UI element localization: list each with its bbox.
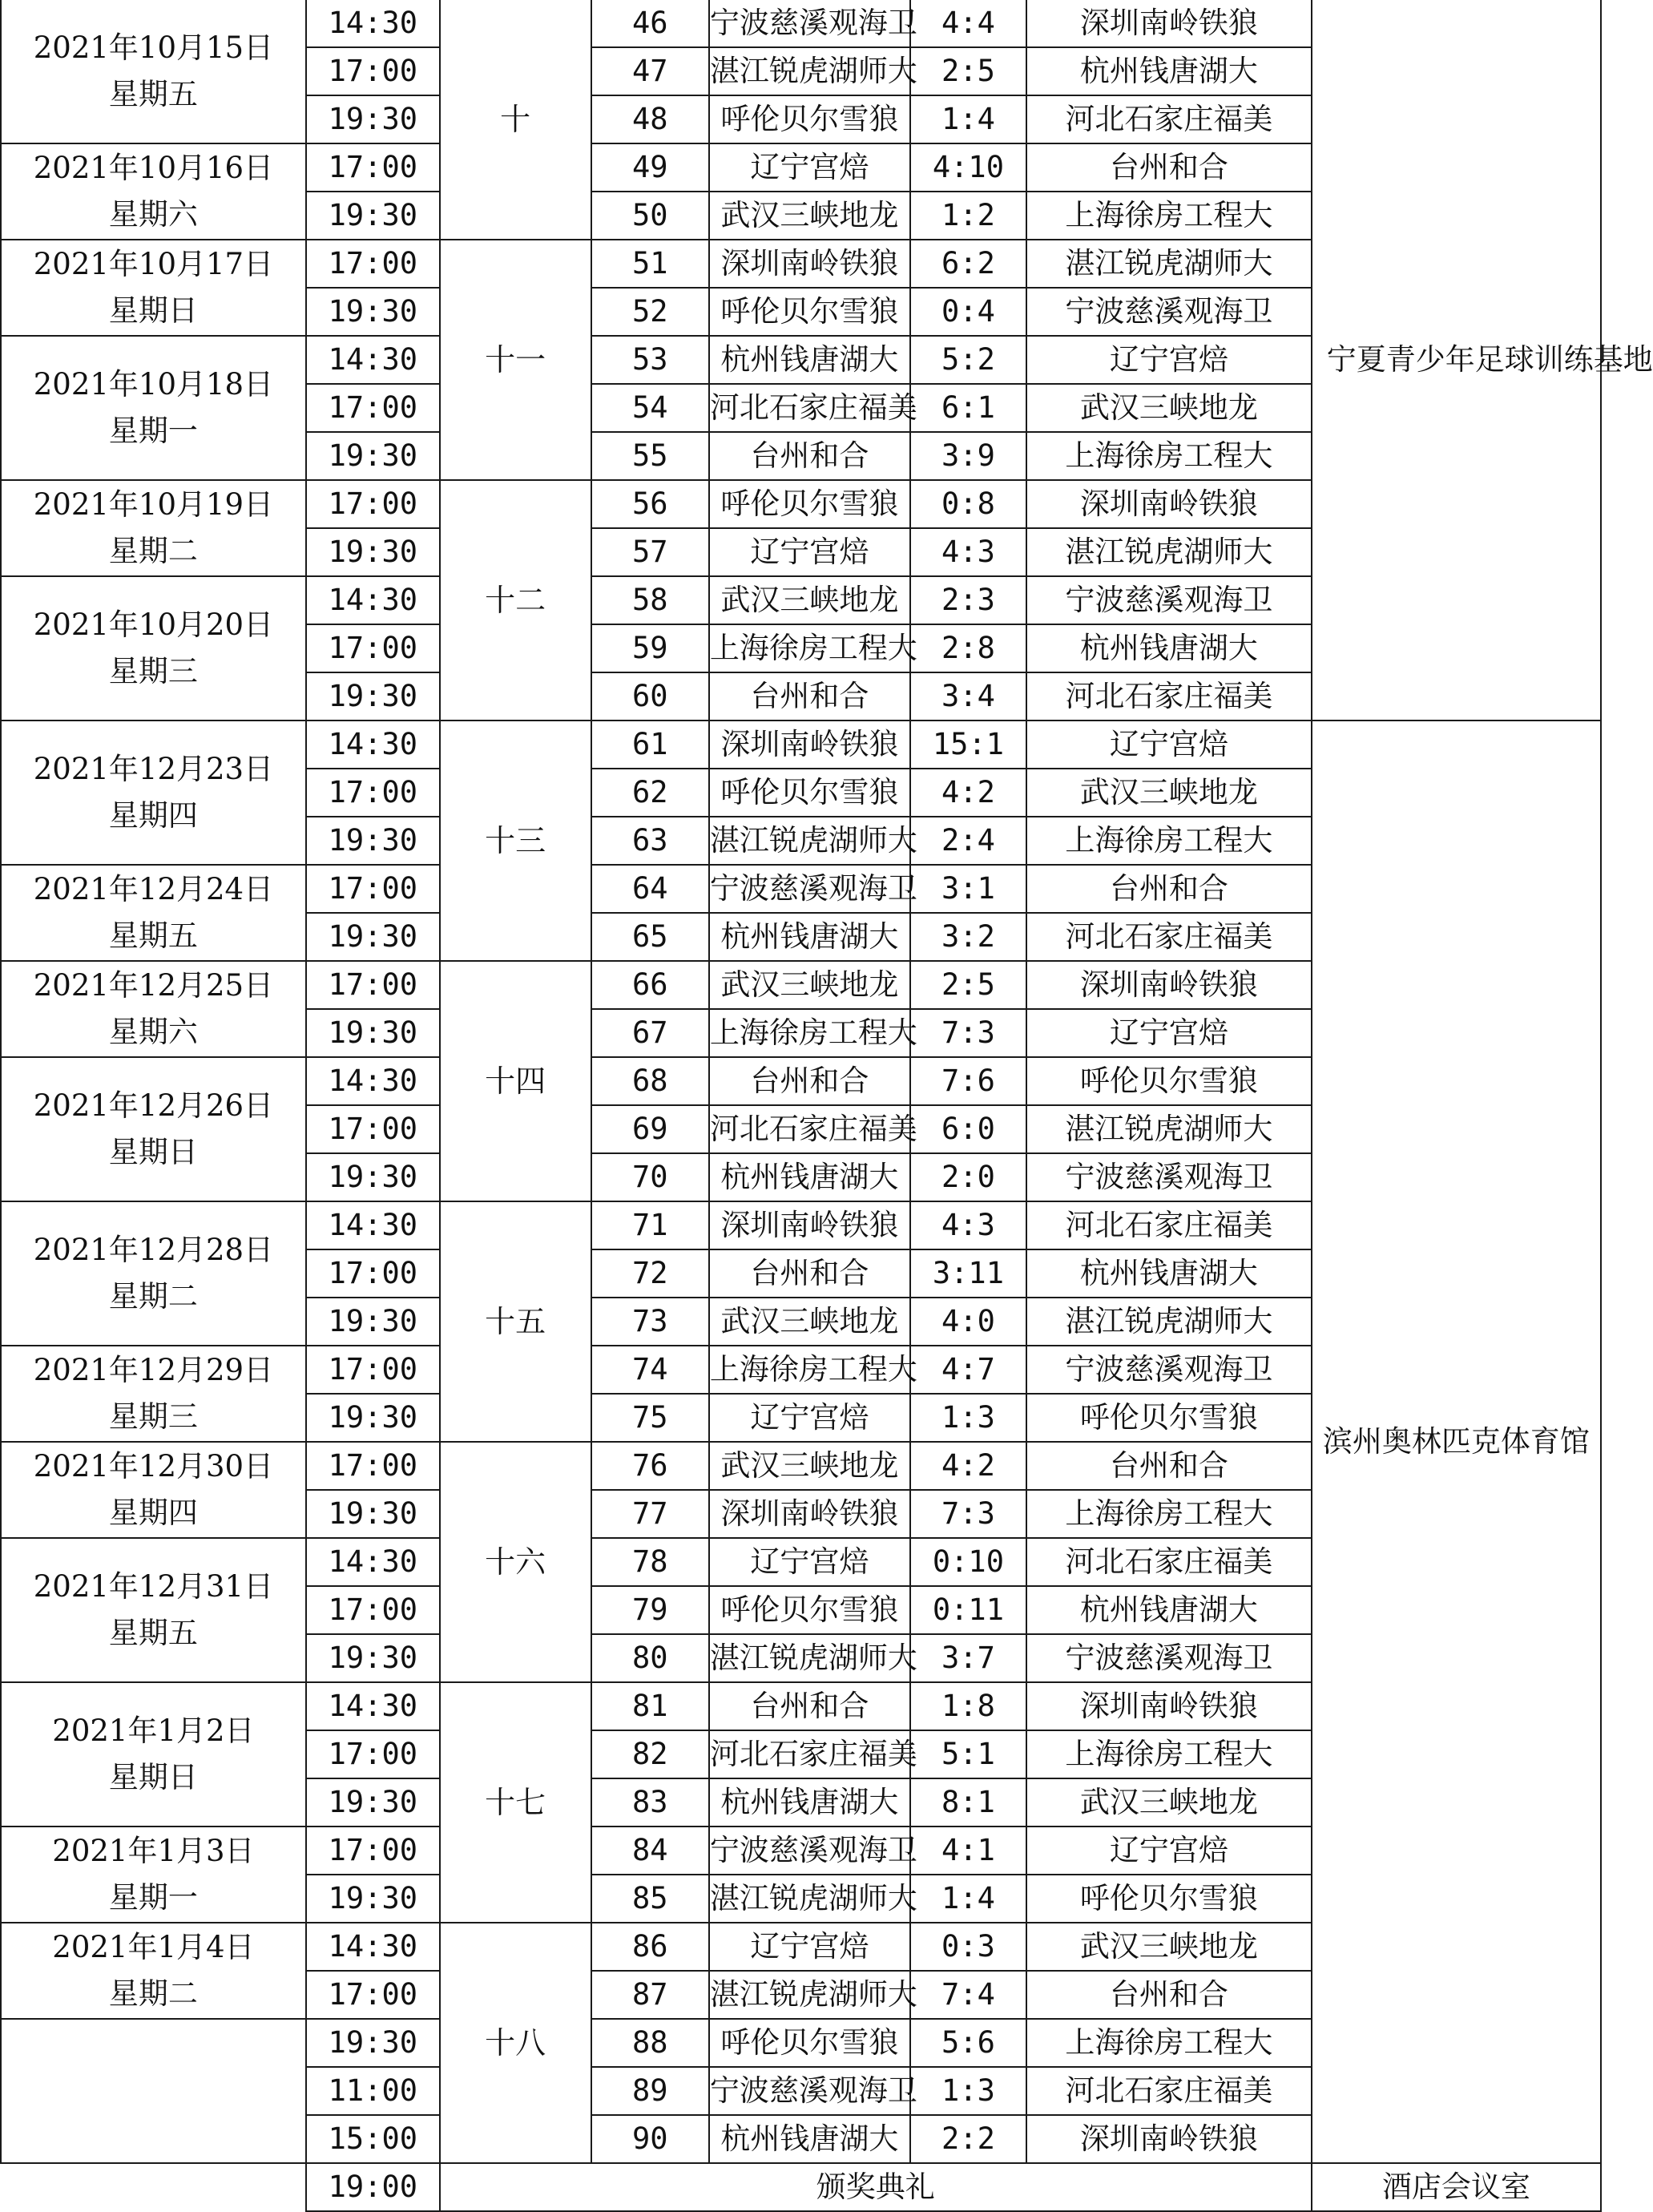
away-team: 深圳南岭铁狼 bbox=[1026, 961, 1312, 1009]
home-team: 深圳南岭铁狼 bbox=[709, 1201, 910, 1249]
away-team: 武汉三峡地龙 bbox=[1026, 769, 1312, 817]
kickoff-time: 19:30 bbox=[306, 1298, 440, 1346]
match-date-cell bbox=[1, 1442, 306, 1538]
match-score: 4:3 bbox=[910, 1201, 1026, 1249]
match-date: 2021年12月28日 bbox=[33, 1233, 274, 1267]
away-team: 深圳南岭铁狼 bbox=[1026, 2115, 1312, 2163]
kickoff-time: 14:30 bbox=[306, 1201, 440, 1249]
match-score: 7:3 bbox=[910, 1009, 1026, 1057]
round-number: 十三 bbox=[440, 721, 591, 961]
away-team: 上海徐房工程大 bbox=[1026, 817, 1312, 865]
match-number: 54 bbox=[591, 384, 709, 432]
match-number: 69 bbox=[591, 1105, 709, 1153]
match-weekday: 星期一 bbox=[108, 1880, 198, 1915]
match-date-cell bbox=[1, 1682, 306, 1827]
match-weekday: 星期日 bbox=[108, 1760, 198, 1794]
match-number: 58 bbox=[591, 576, 709, 624]
home-team: 台州和合 bbox=[709, 1249, 910, 1298]
match-score: 5:1 bbox=[910, 1730, 1026, 1778]
away-team: 上海徐房工程大 bbox=[1026, 192, 1312, 240]
match-number: 65 bbox=[591, 913, 709, 961]
home-team: 呼伦贝尔雪狼 bbox=[709, 288, 910, 336]
round-number: 十四 bbox=[440, 961, 591, 1201]
table-row bbox=[1, 0, 1601, 47]
home-team: 辽宁宫焙 bbox=[709, 1394, 910, 1442]
home-team: 湛江锐虎湖师大 bbox=[709, 1971, 910, 2019]
home-team: 杭州钱唐湖大 bbox=[709, 336, 910, 384]
match-weekday: 星期二 bbox=[108, 534, 198, 568]
match-number: 57 bbox=[591, 528, 709, 576]
home-team: 辽宁宫焙 bbox=[709, 528, 910, 576]
kickoff-time: 14:30 bbox=[306, 1538, 440, 1586]
match-score: 0:10 bbox=[910, 1538, 1026, 1586]
match-weekday: 星期四 bbox=[108, 798, 198, 833]
kickoff-time: 17:00 bbox=[306, 1346, 440, 1394]
match-date-cell bbox=[1, 1923, 306, 2019]
match-number: 77 bbox=[591, 1490, 709, 1538]
away-team: 河北石家庄福美 bbox=[1026, 1201, 1312, 1249]
match-score: 4:3 bbox=[910, 528, 1026, 576]
kickoff-time: 19:30 bbox=[306, 1490, 440, 1538]
match-score: 7:6 bbox=[910, 1057, 1026, 1105]
match-number: 88 bbox=[591, 2019, 709, 2067]
away-team: 湛江锐虎湖师大 bbox=[1026, 1105, 1312, 1153]
away-team: 辽宁宫焙 bbox=[1026, 721, 1312, 769]
home-team: 呼伦贝尔雪狼 bbox=[709, 480, 910, 528]
home-team: 上海徐房工程大 bbox=[709, 1009, 910, 1057]
kickoff-time: 17:00 bbox=[306, 143, 440, 192]
home-team: 杭州钱唐湖大 bbox=[709, 1778, 910, 1827]
match-number: 67 bbox=[591, 1009, 709, 1057]
match-date-cell bbox=[1, 1538, 306, 1682]
match-score: 4:10 bbox=[910, 143, 1026, 192]
match-number: 61 bbox=[591, 721, 709, 769]
match-date-cell bbox=[1, 480, 306, 576]
kickoff-time: 17:00 bbox=[306, 47, 440, 95]
match-weekday: 星期日 bbox=[108, 293, 198, 328]
away-team: 宁波慈溪观海卫 bbox=[1026, 288, 1312, 336]
match-score: 4:7 bbox=[910, 1346, 1026, 1394]
match-date-cell bbox=[1, 1201, 306, 1346]
away-team: 杭州钱唐湖大 bbox=[1026, 47, 1312, 95]
match-score: 3:9 bbox=[910, 432, 1026, 480]
match-score: 2:3 bbox=[910, 576, 1026, 624]
away-team: 深圳南岭铁狼 bbox=[1026, 0, 1312, 47]
home-team: 呼伦贝尔雪狼 bbox=[709, 95, 910, 143]
away-team: 河北石家庄福美 bbox=[1026, 95, 1312, 143]
match-weekday: 星期五 bbox=[108, 918, 198, 953]
home-team: 杭州钱唐湖大 bbox=[709, 2115, 910, 2163]
kickoff-time: 14:30 bbox=[306, 721, 440, 769]
match-score: 15:1 bbox=[910, 721, 1026, 769]
away-team: 宁波慈溪观海卫 bbox=[1026, 576, 1312, 624]
kickoff-time: 14:30 bbox=[306, 0, 440, 47]
match-number: 79 bbox=[591, 1586, 709, 1634]
ceremony-date-cell bbox=[1, 2163, 306, 2211]
match-number: 75 bbox=[591, 1394, 709, 1442]
match-score: 1:4 bbox=[910, 1875, 1026, 1923]
match-score: 1:8 bbox=[910, 1682, 1026, 1730]
round-number: 十五 bbox=[440, 1201, 591, 1442]
match-number: 46 bbox=[591, 0, 709, 47]
home-team: 呼伦贝尔雪狼 bbox=[709, 2019, 910, 2067]
match-weekday: 星期六 bbox=[108, 1015, 198, 1049]
home-team: 河北石家庄福美 bbox=[709, 1105, 910, 1153]
away-team: 深圳南岭铁狼 bbox=[1026, 480, 1312, 528]
away-team: 上海徐房工程大 bbox=[1026, 2019, 1312, 2067]
match-score: 0:4 bbox=[910, 288, 1026, 336]
match-number: 72 bbox=[591, 1249, 709, 1298]
match-number: 53 bbox=[591, 336, 709, 384]
kickoff-time: 19:30 bbox=[306, 528, 440, 576]
kickoff-time: 17:00 bbox=[306, 1442, 440, 1490]
match-weekday: 星期三 bbox=[108, 654, 198, 688]
match-date: 2021年10月19日 bbox=[33, 487, 274, 522]
away-team: 武汉三峡地龙 bbox=[1026, 1778, 1312, 1827]
match-number: 50 bbox=[591, 192, 709, 240]
kickoff-time: 19:30 bbox=[306, 672, 440, 721]
home-team: 湛江锐虎湖师大 bbox=[709, 47, 910, 95]
home-team: 深圳南岭铁狼 bbox=[709, 1490, 910, 1538]
home-team: 宁波慈溪观海卫 bbox=[709, 2067, 910, 2115]
away-team: 上海徐房工程大 bbox=[1026, 1730, 1312, 1778]
round-number: 十一 bbox=[440, 240, 591, 480]
match-number: 60 bbox=[591, 672, 709, 721]
kickoff-time: 14:30 bbox=[306, 1682, 440, 1730]
home-team: 杭州钱唐湖大 bbox=[709, 913, 910, 961]
kickoff-time: 17:00 bbox=[306, 865, 440, 913]
match-score: 2:0 bbox=[910, 1153, 1026, 1201]
away-team: 杭州钱唐湖大 bbox=[1026, 1249, 1312, 1298]
match-weekday: 星期五 bbox=[108, 77, 198, 111]
table-row bbox=[1, 721, 1601, 769]
away-team: 河北石家庄福美 bbox=[1026, 2067, 1312, 2115]
home-team: 河北石家庄福美 bbox=[709, 1730, 910, 1778]
match-weekday: 星期日 bbox=[108, 1135, 198, 1169]
match-number: 55 bbox=[591, 432, 709, 480]
away-team: 呼伦贝尔雪狼 bbox=[1026, 1057, 1312, 1105]
kickoff-time: 19:30 bbox=[306, 1634, 440, 1682]
match-date-cell bbox=[1, 1827, 306, 1923]
match-number: 74 bbox=[591, 1346, 709, 1394]
away-team: 杭州钱唐湖大 bbox=[1026, 1586, 1312, 1634]
match-score: 7:4 bbox=[910, 1971, 1026, 2019]
match-number: 51 bbox=[591, 240, 709, 288]
ceremony-row bbox=[1, 2163, 1601, 2211]
match-number: 47 bbox=[591, 47, 709, 95]
away-team: 宁波慈溪观海卫 bbox=[1026, 1346, 1312, 1394]
match-number: 63 bbox=[591, 817, 709, 865]
kickoff-time: 15:00 bbox=[306, 2115, 440, 2163]
away-team: 台州和合 bbox=[1026, 1971, 1312, 2019]
kickoff-time: 19:30 bbox=[306, 192, 440, 240]
kickoff-time: 14:30 bbox=[306, 1057, 440, 1105]
match-score: 6:1 bbox=[910, 384, 1026, 432]
match-number: 64 bbox=[591, 865, 709, 913]
match-score: 4:0 bbox=[910, 1298, 1026, 1346]
match-date-cell bbox=[1, 0, 306, 143]
home-team: 辽宁宫焙 bbox=[709, 1923, 910, 1971]
kickoff-time: 17:00 bbox=[306, 1105, 440, 1153]
away-team: 宁波慈溪观海卫 bbox=[1026, 1634, 1312, 1682]
kickoff-time: 14:30 bbox=[306, 336, 440, 384]
home-team: 辽宁宫焙 bbox=[709, 143, 910, 192]
ceremony-label: 颁奖典礼 bbox=[440, 2163, 1312, 2211]
home-team: 辽宁宫焙 bbox=[709, 1538, 910, 1586]
match-number: 82 bbox=[591, 1730, 709, 1778]
away-team: 杭州钱唐湖大 bbox=[1026, 624, 1312, 672]
match-score: 0:11 bbox=[910, 1586, 1026, 1634]
match-score: 4:4 bbox=[910, 0, 1026, 47]
match-number: 62 bbox=[591, 769, 709, 817]
match-score: 7:3 bbox=[910, 1490, 1026, 1538]
match-number: 73 bbox=[591, 1298, 709, 1346]
away-team: 台州和合 bbox=[1026, 143, 1312, 192]
kickoff-time: 17:00 bbox=[306, 384, 440, 432]
match-date-cell bbox=[1, 143, 306, 240]
match-weekday: 星期二 bbox=[108, 1279, 198, 1314]
kickoff-time: 17:00 bbox=[306, 624, 440, 672]
kickoff-time: 19:30 bbox=[306, 1394, 440, 1442]
match-date: 2021年10月16日 bbox=[33, 151, 274, 185]
away-team: 台州和合 bbox=[1026, 865, 1312, 913]
away-team: 湛江锐虎湖师大 bbox=[1026, 1298, 1312, 1346]
match-score: 2:5 bbox=[910, 47, 1026, 95]
round-number: 十七 bbox=[440, 1682, 591, 1923]
home-team: 深圳南岭铁狼 bbox=[709, 721, 910, 769]
home-team: 上海徐房工程大 bbox=[709, 1346, 910, 1394]
match-date: 2021年10月18日 bbox=[33, 367, 274, 402]
match-weekday: 星期一 bbox=[108, 414, 198, 448]
home-team: 湛江锐虎湖师大 bbox=[709, 1634, 910, 1682]
match-number: 80 bbox=[591, 1634, 709, 1682]
away-team: 上海徐房工程大 bbox=[1026, 432, 1312, 480]
home-team: 杭州钱唐湖大 bbox=[709, 1153, 910, 1201]
home-team: 湛江锐虎湖师大 bbox=[709, 817, 910, 865]
match-score: 4:1 bbox=[910, 1827, 1026, 1875]
venue-name: 滨州奥林匹克体育馆 bbox=[1322, 1424, 1590, 1459]
match-score: 0:8 bbox=[910, 480, 1026, 528]
home-team: 台州和合 bbox=[709, 1057, 910, 1105]
away-team: 河北石家庄福美 bbox=[1026, 913, 1312, 961]
kickoff-time: 19:30 bbox=[306, 1009, 440, 1057]
match-score: 2:8 bbox=[910, 624, 1026, 672]
match-date-cell bbox=[1, 865, 306, 961]
match-score: 1:3 bbox=[910, 2067, 1026, 2115]
match-score: 6:2 bbox=[910, 240, 1026, 288]
home-team: 武汉三峡地龙 bbox=[709, 576, 910, 624]
match-number: 87 bbox=[591, 1971, 709, 2019]
home-team: 宁波慈溪观海卫 bbox=[709, 1827, 910, 1875]
kickoff-time: 17:00 bbox=[306, 769, 440, 817]
match-date-cell bbox=[1, 240, 306, 336]
kickoff-time: 19:30 bbox=[306, 1778, 440, 1827]
match-number: 78 bbox=[591, 1538, 709, 1586]
match-date: 2021年1月4日 bbox=[52, 1930, 255, 1964]
away-team: 辽宁宫焙 bbox=[1026, 336, 1312, 384]
match-score: 1:4 bbox=[910, 95, 1026, 143]
kickoff-time: 19:30 bbox=[306, 2019, 440, 2067]
match-date: 2021年12月31日 bbox=[33, 1569, 274, 1604]
match-weekday: 星期三 bbox=[108, 1399, 198, 1434]
home-team: 武汉三峡地龙 bbox=[709, 961, 910, 1009]
away-team: 呼伦贝尔雪狼 bbox=[1026, 1875, 1312, 1923]
match-date: 2021年12月23日 bbox=[33, 752, 274, 786]
away-team: 呼伦贝尔雪狼 bbox=[1026, 1394, 1312, 1442]
match-score: 3:7 bbox=[910, 1634, 1026, 1682]
round-number: 十六 bbox=[440, 1442, 591, 1682]
kickoff-time: 19:30 bbox=[306, 1153, 440, 1201]
kickoff-time: 19:30 bbox=[306, 817, 440, 865]
kickoff-time: 17:00 bbox=[306, 240, 440, 288]
kickoff-time: 17:00 bbox=[306, 1827, 440, 1875]
home-team: 台州和合 bbox=[709, 672, 910, 721]
home-team: 呼伦贝尔雪狼 bbox=[709, 1586, 910, 1634]
match-score: 3:4 bbox=[910, 672, 1026, 721]
match-weekday: 星期二 bbox=[108, 1976, 198, 2011]
match-score: 8:1 bbox=[910, 1778, 1026, 1827]
kickoff-time: 17:00 bbox=[306, 1586, 440, 1634]
match-date-cell bbox=[1, 336, 306, 480]
ceremony-time: 19:00 bbox=[306, 2163, 440, 2211]
match-number: 90 bbox=[591, 2115, 709, 2163]
match-number: 85 bbox=[591, 1875, 709, 1923]
match-score: 0:3 bbox=[910, 1923, 1026, 1971]
venue-cell bbox=[1312, 721, 1601, 2163]
kickoff-time: 14:30 bbox=[306, 1923, 440, 1971]
match-number: 70 bbox=[591, 1153, 709, 1201]
match-date: 2021年1月2日 bbox=[52, 1713, 255, 1748]
match-score: 3:2 bbox=[910, 913, 1026, 961]
match-date: 2021年12月29日 bbox=[33, 1353, 274, 1387]
round-number: 十二 bbox=[440, 480, 591, 721]
match-number: 52 bbox=[591, 288, 709, 336]
match-score: 1:2 bbox=[910, 192, 1026, 240]
away-team: 河北石家庄福美 bbox=[1026, 1538, 1312, 1586]
match-score: 5:2 bbox=[910, 336, 1026, 384]
kickoff-time: 17:00 bbox=[306, 1249, 440, 1298]
ceremony-venue: 酒店会议室 bbox=[1312, 2163, 1601, 2211]
schedule-body bbox=[1, 0, 1653, 2211]
match-score: 3:1 bbox=[910, 865, 1026, 913]
away-team: 上海徐房工程大 bbox=[1026, 1490, 1312, 1538]
away-team: 武汉三峡地龙 bbox=[1026, 1923, 1312, 1971]
match-number: 56 bbox=[591, 480, 709, 528]
match-number: 86 bbox=[591, 1923, 709, 1971]
match-number: 66 bbox=[591, 961, 709, 1009]
match-date: 2021年10月17日 bbox=[33, 247, 274, 281]
away-team: 台州和合 bbox=[1026, 1442, 1312, 1490]
away-team: 宁波慈溪观海卫 bbox=[1026, 1153, 1312, 1201]
home-team: 上海徐房工程大 bbox=[709, 624, 910, 672]
home-team: 武汉三峡地龙 bbox=[709, 192, 910, 240]
kickoff-time: 19:30 bbox=[306, 95, 440, 143]
away-team: 武汉三峡地龙 bbox=[1026, 384, 1312, 432]
match-score: 2:2 bbox=[910, 2115, 1026, 2163]
home-team: 宁波慈溪观海卫 bbox=[709, 865, 910, 913]
away-team: 辽宁宫焙 bbox=[1026, 1009, 1312, 1057]
match-score: 6:0 bbox=[910, 1105, 1026, 1153]
home-team: 宁波慈溪观海卫 bbox=[709, 0, 910, 47]
round-number: 十 bbox=[440, 0, 591, 240]
match-weekday: 星期五 bbox=[108, 1616, 198, 1650]
match-score: 1:3 bbox=[910, 1394, 1026, 1442]
match-score: 4:2 bbox=[910, 1442, 1026, 1490]
home-team: 台州和合 bbox=[709, 1682, 910, 1730]
away-team: 河北石家庄福美 bbox=[1026, 672, 1312, 721]
away-team: 湛江锐虎湖师大 bbox=[1026, 528, 1312, 576]
match-date-cell bbox=[1, 721, 306, 865]
match-weekday: 星期六 bbox=[108, 197, 198, 232]
match-number: 84 bbox=[591, 1827, 709, 1875]
match-score: 5:6 bbox=[910, 2019, 1026, 2067]
match-weekday: 星期四 bbox=[108, 1496, 198, 1530]
away-team: 湛江锐虎湖师大 bbox=[1026, 240, 1312, 288]
kickoff-time: 11:00 bbox=[306, 2067, 440, 2115]
match-date: 2021年10月20日 bbox=[33, 607, 274, 642]
home-team: 湛江锐虎湖师大 bbox=[709, 1875, 910, 1923]
home-team: 武汉三峡地龙 bbox=[709, 1298, 910, 1346]
kickoff-time: 17:00 bbox=[306, 961, 440, 1009]
match-score: 2:4 bbox=[910, 817, 1026, 865]
kickoff-time: 17:00 bbox=[306, 1730, 440, 1778]
match-score: 2:5 bbox=[910, 961, 1026, 1009]
home-team: 河北石家庄福美 bbox=[709, 384, 910, 432]
kickoff-time: 17:00 bbox=[306, 480, 440, 528]
venue-cell bbox=[1312, 0, 1653, 721]
match-number: 83 bbox=[591, 1778, 709, 1827]
match-date-cell bbox=[1, 576, 306, 721]
match-date: 2021年12月24日 bbox=[33, 872, 274, 906]
kickoff-time: 19:30 bbox=[306, 913, 440, 961]
match-date: 2021年10月15日 bbox=[33, 30, 274, 65]
match-date: 2021年12月30日 bbox=[33, 1449, 274, 1483]
match-date-cell bbox=[1, 1346, 306, 1442]
kickoff-time: 14:30 bbox=[306, 576, 440, 624]
home-team: 台州和合 bbox=[709, 432, 910, 480]
match-number: 49 bbox=[591, 143, 709, 192]
match-number: 89 bbox=[591, 2067, 709, 2115]
away-team: 深圳南岭铁狼 bbox=[1026, 1682, 1312, 1730]
match-score: 4:2 bbox=[910, 769, 1026, 817]
match-number: 71 bbox=[591, 1201, 709, 1249]
match-number: 59 bbox=[591, 624, 709, 672]
match-number: 81 bbox=[591, 1682, 709, 1730]
match-date: 2021年12月26日 bbox=[33, 1088, 274, 1123]
match-number: 76 bbox=[591, 1442, 709, 1490]
home-team: 深圳南岭铁狼 bbox=[709, 240, 910, 288]
round-number: 十八 bbox=[440, 1923, 591, 2163]
home-team: 武汉三峡地龙 bbox=[709, 1442, 910, 1490]
kickoff-time: 19:30 bbox=[306, 1875, 440, 1923]
match-number: 48 bbox=[591, 95, 709, 143]
match-date: 2021年12月25日 bbox=[33, 968, 274, 1003]
match-date-cell bbox=[1, 2019, 306, 2163]
kickoff-time: 19:30 bbox=[306, 432, 440, 480]
match-date: 2021年1月3日 bbox=[52, 1834, 255, 1868]
away-team: 辽宁宫焙 bbox=[1026, 1827, 1312, 1875]
match-number: 68 bbox=[591, 1057, 709, 1105]
home-team: 呼伦贝尔雪狼 bbox=[709, 769, 910, 817]
venue-name: 宁夏青少年足球训练基地 bbox=[1326, 342, 1653, 377]
match-date-cell bbox=[1, 961, 306, 1057]
match-score: 3:11 bbox=[910, 1249, 1026, 1298]
kickoff-time: 17:00 bbox=[306, 1971, 440, 2019]
kickoff-time: 19:30 bbox=[306, 288, 440, 336]
match-date-cell bbox=[1, 1057, 306, 1201]
